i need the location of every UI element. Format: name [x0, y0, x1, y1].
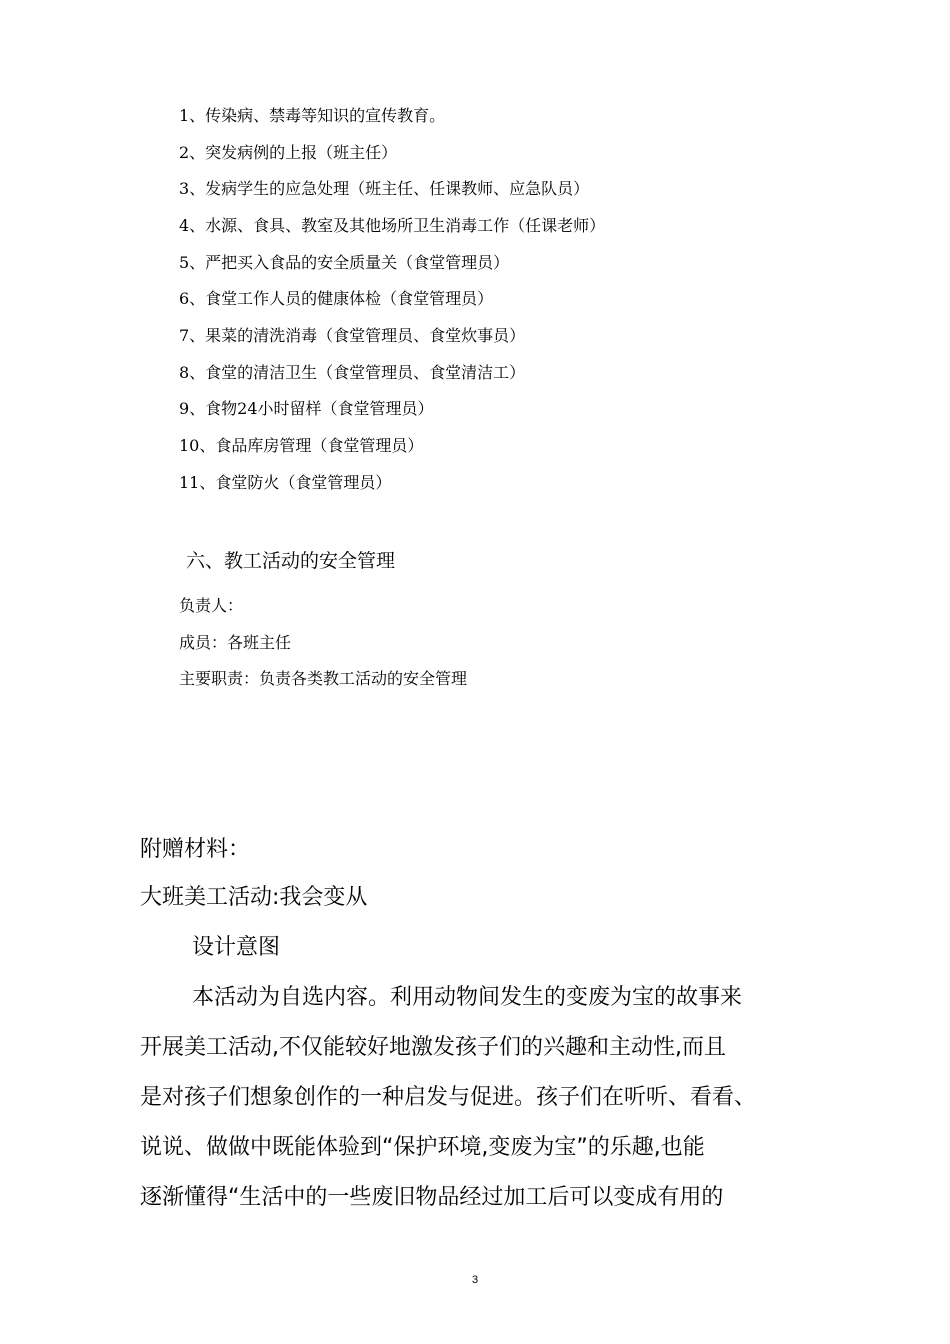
- list-item: 10、食品库房管理（食堂管理员）: [179, 436, 424, 455]
- members-line: 成员：各班主任: [179, 633, 292, 652]
- responsible-line: 负责人：: [179, 596, 244, 615]
- paragraph-line: 开展美工活动,不仅能较好地激发孩子们的兴趣和主动性,而且: [140, 1035, 726, 1060]
- paragraph-line: 是对孩子们想象创作的一种启发与促进。孩子们在听听、看看、: [140, 1085, 757, 1110]
- list-item: 11、食堂防火（食堂管理员）: [179, 473, 392, 492]
- list-item: 9、食物24小时留样（食堂管理员）: [179, 399, 434, 418]
- list-item: 3、发病学生的应急处理（班主任、任课教师、应急队员）: [179, 179, 590, 198]
- duties-line: 主要职责：负责各类教工活动的安全管理: [179, 669, 468, 688]
- list-item: 4、水源、食具、教室及其他场所卫生消毒工作（任课老师）: [179, 216, 606, 235]
- list-item: 1、传染病、禁毒等知识的宣传教育。: [179, 106, 446, 125]
- list-item: 8、食堂的清洁卫生（食堂管理员、食堂清洁工）: [179, 363, 526, 382]
- list-item: 5、严把买入食品的安全质量关（食堂管理员）: [179, 253, 510, 272]
- attachment-subtitle: 设计意图: [192, 935, 281, 960]
- list-item: 6、食堂工作人员的健康体检（食堂管理员）: [179, 289, 494, 308]
- section-heading: 六、教工活动的安全管理: [186, 550, 396, 572]
- attachment-label: 附赠材料：: [140, 837, 251, 862]
- list-item: 7、果菜的清洗消毒（食堂管理员、食堂炊事员）: [179, 326, 526, 345]
- attachment-title: 大班美工活动:我会变从: [140, 885, 368, 910]
- paragraph-line: 本活动为自选内容。利用动物间发生的变废为宝的故事来: [192, 985, 743, 1010]
- paragraph-line: 逐渐懂得“生活中的一些废旧物品经过加工后可以变成有用的: [140, 1185, 724, 1210]
- list-item: 2、突发病例的上报（班主任）: [179, 143, 398, 162]
- page-number: 3: [471, 1274, 479, 1286]
- paragraph-line: 说说、做做中既能体验到“保护环境,变废为宝”的乐趣,也能: [140, 1135, 705, 1160]
